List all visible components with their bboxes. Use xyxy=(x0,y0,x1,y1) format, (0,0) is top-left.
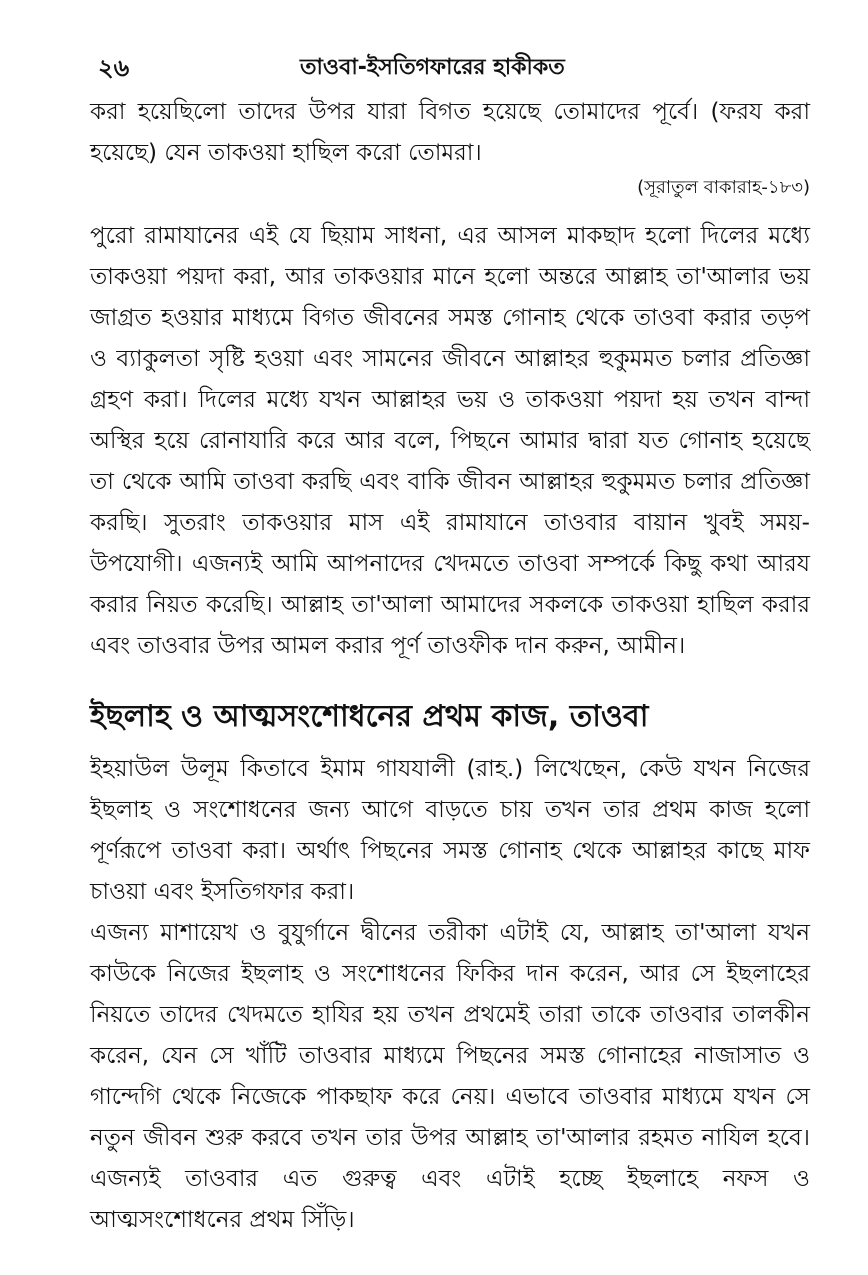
running-title: তাওবা-ইসতিগফারের হাকীকত xyxy=(300,55,565,80)
paragraph-ihya-ulum: ইহয়াউল উলূম কিতাবে ইমাম গাযযালী (রাহ.) লিখেছেন, কেউ যখন নিজের ইছলাহ ও সংশোধনের জন্য আগে বাড়তে চায় তখন তার প্রথম কাজ হলো পূর্ণরূপে তাওবা করা। অর্থাৎ পিছনের সমস্ত গোনাহ থেকে আল্লাহর কাছে মাফ চাওয়া এবং ইসতিগফার করা। xyxy=(90,756,810,905)
paragraph-verse-translation: করা হয়েছিলো তাদের উপর যারা বিগত হয়েছে তোমাদের পূর্বে। (ফরয করা হয়েছে) যেন তাকওয়া হাছিল করো তোমরা। xyxy=(90,99,810,166)
section-heading: ইছলাহ ও আত্মসংশোধনের প্রথম কাজ, তাওবা xyxy=(90,699,649,734)
paragraph-mashayekh: এজন্য মাশায়েখ ও বুযুর্গানে দ্বীনের তরীকা এটাই যে, আল্লাহ তা'আলা যখন কাউকে নিজের ইছলাহ ও সংশোধনের ফিকির দান করেন, আর সে ইছলাহের নিয়তে তাদের খেদমতে হাযির হয় তখন প্রথমেই তারা তাকে তাওবার তালকীন করেন, যেন সে খাঁটি তাওবার মাধ্যমে পিছনের সমস্ত গোনাহের নাজাসাত ও গান্দেগি থেকে নিজেকে পাকছাফ করে নেয়। এভাবে তাওবার মাধ্যমে যখন সে নতুন জীবন শুরু করবে তখন তার উপর আল্লাহ তা'আলার রহমত নাযিল হবে। এজন্যই তাওবার এত গুরুত্ব এবং এটাই হচ্ছে ইছলাহে নফস ও আত্মসংশোধনের প্রথম সিঁড়ি। xyxy=(90,920,810,1233)
page-content xyxy=(90,92,810,1241)
paragraph-ramadan-taqwa: পুরো রামাযানের এই যে ছিয়াম সাধনা, এর আসল মাকছাদ হলো দিলের মধ্যে তাকওয়া পয়দা করা, আর তাকওয়ার মানে হলো অন্তরে আল্লাহ তা'আলার ভয় জাগ্রত হওয়ার মাধ্যমে বিগত জীবনের সমস্ত গোনাহ থেকে তাওবা করার তড়প ও ব্যাকুলতা সৃষ্টি হওয়া এবং সামনের জীবনে আল্লাহর হুকুমমত চলার প্রতিজ্ঞা গ্রহণ করা। দিলের মধ্যে যখন আল্লাহর ভয় ও তাকওয়া পয়দা হয় তখন বান্দা অস্থির হয়ে রোনাযারি করে আর বলে, পিছনে আমার দ্বারা যত গোনাহ হয়েছে তা থেকে আমি তাওবা করছি এবং বাকি জীবন আল্লাহর হুকুমমত চলার প্রতিজ্ঞা করছি। সুতরাং তাকওয়ার মাস এই রামাযানে তাওবার বায়ান খুবই সময়-উপযোগী। এজন্যই আমি আপনাদের খেদমতে তাওবা সম্পর্কে কিছু কথা আরয করার নিয়ত করেছি। আল্লাহ তা'আলা আমাদের সকলকে তাকওয়া হাছিল করার এবং তাওবার উপর আমল করার পূর্ণ তাওফীক দান করুন, আমীন। xyxy=(90,223,810,659)
page-header xyxy=(90,50,810,86)
page-number: ২৬ xyxy=(98,54,130,82)
verse-citation: (সূরাতুল বাকারাহ-১৮৩) xyxy=(637,177,810,198)
